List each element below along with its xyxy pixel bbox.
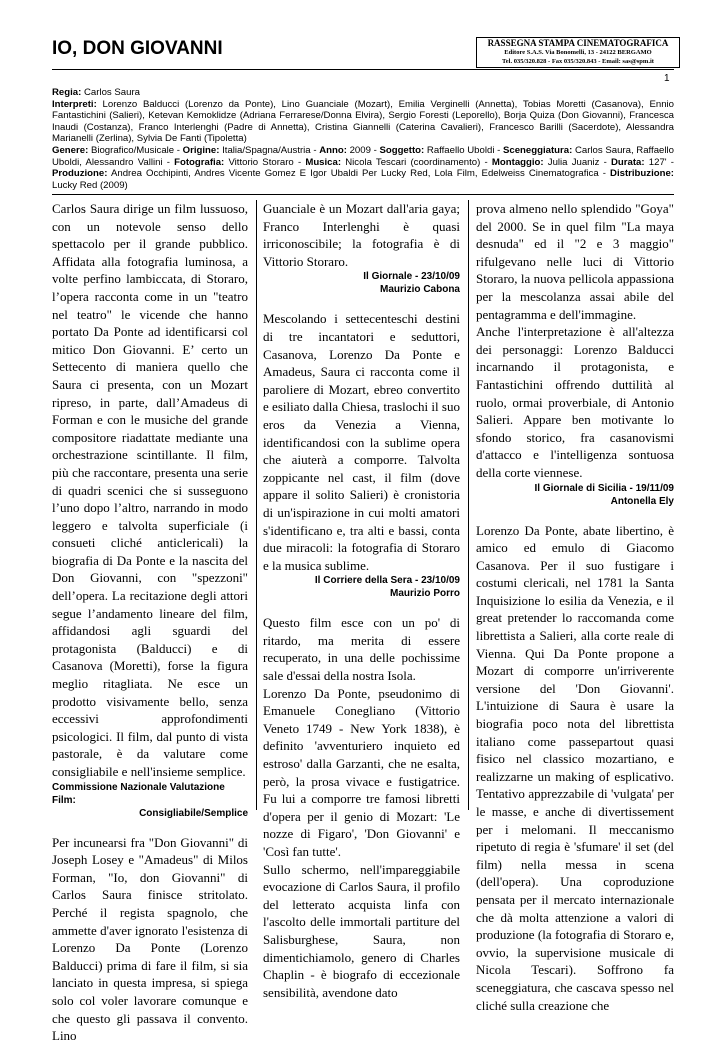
anno-label: Anno: xyxy=(319,144,347,156)
genere-label: Genere: xyxy=(52,144,89,156)
origine-label: Origine: xyxy=(182,144,220,156)
column-2 xyxy=(263,200,460,1001)
regia-label: Regia: xyxy=(52,87,82,98)
source-author: Maurizio Porro xyxy=(389,588,460,600)
source-author: Antonella Ely xyxy=(610,495,674,507)
fotografia-label: Fotografia: xyxy=(174,156,225,168)
commission-label: Commissione Nazionale Valutazione Film: xyxy=(52,781,225,806)
montaggio-value: Julia Juaniz xyxy=(547,156,600,168)
page-number: 1 xyxy=(664,73,670,84)
review-paragraph: Questo film esce con un po' di ritardo, ma merita di essere recuperato, in una delle pochissime sale d'essai della nostra Isola. xyxy=(263,615,460,684)
column-divider xyxy=(468,200,469,810)
review-paragraph: Anche l'interpretazione è all'altezza dei personaggi: Lorenzo Balducci incarnando il protagonista, e Fantastichini offrendo duttilità al ruolo, ormai proverbiale, di Antonio Salieri. Appare ben motivante lo sfondo storico, fra casanovismi d'attacco e l'intelligenza sontuosa della corte viennese. xyxy=(476,324,674,480)
review-paragraph: Lorenzo Da Ponte, pseudonimo di Emanuele Conegliano (Vittorio Veneto 1749 - New York 1838), è definito 'avventuriero inquieto ed estroso' dalla Garzanti, che ne esalta, però, la prosa vivace e fustigatrice. Fu lui a comporre tre famosi libretti d'opera per il genio di Mozart: 'Le nozze di Figaro', 'Don Giovanni' e 'Così fan tutte'. xyxy=(263,685,460,859)
genere-value: Biografico/Musicale xyxy=(90,144,175,156)
anno-value: 2009 xyxy=(349,144,371,156)
sceneggiatura-label: Sceneggiatura: xyxy=(502,144,573,156)
produzione-label: Produzione: xyxy=(52,168,108,180)
produzione-value: Andrea Occhipinti, Andres Vicente Gomez E Igor Ubaldi Per Lucky Red, Lola Film, Edelweiss Cinematografica xyxy=(110,168,599,180)
interpreti-label: Interpreti: xyxy=(52,98,97,110)
review-paragraph: Carlos Saura dirige un film lussuoso, con un notevole senso dello spettacolo per il grande pubblico. Affidata alla fotografia luminosa, a volte perfino lambiccata, di Storaro, l’opera racconta come in un "teatro nel teatro" le vicende che hanno portato Da Ponte ad identificarsi col mitico Don Giovanni. E’ certo un Settecento di maniera quello che Saura ci presenta, con un Mozart ripreso, in parte, dall’Amadeus di Forman e con le musiche del grande compositore riadattate mediante una orchestrazione scintillante. Il film, più che raccontare, presenta una serie di quadri scenici che si susseguono l’uno dopo l’altro, narrando in modo leggero e talvolta superficiale (i consueti cliché anticlericali) la biografia di Da Ponte e la nascita del Don Giovanni, con "spezzoni" dell’opera. La recitazione degli attori segue l’andamento lineare del film, affidandosi agli sguardi del protagonista (Balducci) e di Casanova (Moretti), forse la figura meglio ritagliata. Ne esce un prodotto visivamente bello, senza eccessivi approfondimenti psicologici. Il film, dal punto di vista pastorale, è da valutare come consigliabile e nell'insieme semplice. xyxy=(52,201,248,779)
fotografia-value: Vittorio Storaro xyxy=(228,156,294,168)
column-divider xyxy=(256,200,257,810)
review-paragraph: Lorenzo Da Ponte, abate libertino, è amico ed emulo di Giacomo Casanova. Per il suo fustigare i costumi clericali, nel 1781 la Santa Inquisizione lo esilia da Venezia, e il great pretender lo raccomanda come librettista a Salieri, alla corte reale di Vienna. Qui Da Ponte propone a Mozart di comporre un'irriverente versione del 'Don Giovanni'. L'intuizione di Saura è usare la biografia poco nota del librettista italiano come passepartout quasi fisico nel classico mozartiano, e realizzarne un making of esplicativo. Tentativo apprezzabile di 'vulgata' per le masse, e anche di divertissement per i melomani. Il meccanismo ripetuto di regia è 'sfumare' il set (del film) nella messa in scena (dell'opera). Una coproduzione pensata per il mercato internazionale che dà molta attenzione a valori di produzione (la fotografia di Storaro e, ovvio, la supervisione musicale di Nicola Tescari). Soffrono fa sceneggiatura, che cascava spesso nel cliché sulla creazione che xyxy=(476,522,674,1013)
interpreti-value: Lorenzo Balducci (Lorenzo da Ponte), Lino Guanciale (Mozart), Emilia Verginelli (Annetta), Tobias Moretti (Casanova), Ennio Fantastichini (Salieri), Ketevan Kemoklidze (Adriana Ferrarese/Donna Elvira), Sergio Foresti (Leporello), Borja Quiza (Don Giovanni), Francesca Inaudi (Costanza), Franco Interlenghi (Padre di Annetta), Cristina Giannelli (Caterina Cavalieri), Francesco Barilli (Sacerdote), Alessandra Marianelli (Zerlina), Sylvia De Fanti (Tipoletta) xyxy=(52,98,674,145)
column-1 xyxy=(52,200,248,1045)
review-paragraph: prova almeno nello splendido "Goya" del 2000. Se in quel film "La maya desnuda" ed il "2 e 3 maggio" rifulgevano nelle luci di Vittorio Storaro, la nuova pellicola appassiona per la mescolanza assai abile del pentagramma e dell'immagine. xyxy=(476,201,674,322)
credits-block: Regia: Carlos Saura Interpreti: Lorenzo Balducci (Lorenzo da Ponte), Lino Guanciale (Mozart), Emilia Verginelli (Annetta), Tobias Moretti (Casanova), Ennio Fantastichini (Salieri), Ketevan Kemoklidze (Adriana Ferrarese/Donna Elvira), Sergio Foresti (Leporello), Borja Quiza (Don Giovanni), Francesca Inaudi (Costanza), Franco Interlenghi (Padre di Annetta), Cristina Giannelli (Caterina Cavalieri), Francesco Barilli (Sacerdote), Alessandra Marianelli (Zerlina), Sylvia De Fanti (Tipoletta) Genere: Biografico/Musicale - Origine: Italia/Spagna/Austria - Anno: 2009 - Soggetto: Raffaello Uboldi - Sceneggiatura: Carlos Saura, Raffaello Uboldi, Alessandro Vallini - Fotografia: Vittorio Storaro - Musica: Nicola Tescari (coordinamento) - Montaggio: Julia Juaniz - Durata: 127' - Produzione: Andrea Occhipinti, Andres Vicente Gomez E Igor Ubaldi Per Lucky Red, Lola Film, Edelweiss Cinematografica - Distribuzione: Lucky Red (2009) xyxy=(52,87,675,191)
distribuzione-value: Lucky Red (2009) xyxy=(52,179,128,191)
distribuzione-label: Distribuzione: xyxy=(610,168,674,180)
sceneggiatura-value: Carlos Saura, Raffaello Uboldi, Alessandro Vallini xyxy=(52,144,674,168)
credits-rule xyxy=(52,194,674,195)
source-newspaper: Il Giornale - 23/10/09 xyxy=(363,271,460,283)
rating-label: Consigliabile/Semplice xyxy=(139,807,248,819)
review-paragraph: Mescolando i settecenteschi destini di tre incantatori e seduttori, Casanova, Lorenzo Da Ponte e Amadeus, Saura ci racconta come il paroliere di Mozart, ebreo convertito e esiliato dalla Chiesa, traslochi il suo eros da Venezia a Vienna, identificandosi con la sublime opera che aiuterà a comporre. Talvolta zoppicante nel cast, il film (dove appare il solito Salieri) è cronistoria di un'ispirazione in cui molti amatori s'identificano e, tra alti e bassi, conta due miracoli: la fotografia di Storaro e la musica sublime. xyxy=(263,311,460,573)
press-header-box xyxy=(476,37,680,68)
source-newspaper: Il Giornale di Sicilia - 19/11/09 xyxy=(534,482,674,494)
montaggio-label: Montaggio: xyxy=(491,156,544,168)
musica-label: Musica: xyxy=(305,156,342,168)
press-address: Editore S.A.S. Via Bonomelli, 13 - 24122 BERGAMO xyxy=(504,49,652,56)
header-rule xyxy=(52,69,674,70)
musica-value: Nicola Tescari (coordinamento) xyxy=(345,156,481,168)
review-paragraph: Sullo schermo, nell'impareggiabile evocazione di Carlos Saura, il profilo del letterato acquista linfa con l'ascolto delle immortali partiture del Salisburghese, Saura, non dimentichiamolo, genero di Charles Chaplin - è biografo di eccezionale sensibilità, avendone dato xyxy=(263,861,460,1000)
durata-value: 127' xyxy=(648,156,667,168)
origine-value: Italia/Spagna/Austria xyxy=(222,144,311,156)
durata-label: Durata: xyxy=(611,156,645,168)
soggetto-value: Raffaello Uboldi xyxy=(426,144,495,156)
soggetto-label: Soggetto: xyxy=(379,144,425,156)
source-newspaper: Il Corriere della Sera - 23/10/09 xyxy=(314,575,460,587)
column-3 xyxy=(476,200,674,1014)
press-title: RASSEGNA STAMPA CINEMATOGRAFICA xyxy=(487,38,669,48)
press-contacts: Tel. 035/320.828 - Fax 035/320.843 - Email: sas@spm.it xyxy=(502,58,654,65)
review-paragraph: Per incunearsi fra "Don Giovanni" di Joseph Losey e "Amadeus" di Milos Forman, "Io, don Giovanni" di Carlos Saura finisce stritolato. Perché il regista spagnolo, che ammette d'aver ignorato l'esistenza di Lorenzo Da Ponte (Lorenzo Balducci) prima di fare il film, si sia lanciato in questa impresa, si spiega solo col voler lavorare comunque e che questo gli passava il convento. Lino xyxy=(52,834,248,1044)
review-paragraph: Guanciale è un Mozart dall'aria gaya; Franco Interlenghi è quasi irriconoscibile; la fotografia è di Vittorio Storaro. xyxy=(263,201,460,269)
page-title: IO, DON GIOVANNI xyxy=(52,38,223,59)
source-author: Maurizio Cabona xyxy=(379,284,460,296)
regia-value: Carlos Saura xyxy=(84,87,140,98)
